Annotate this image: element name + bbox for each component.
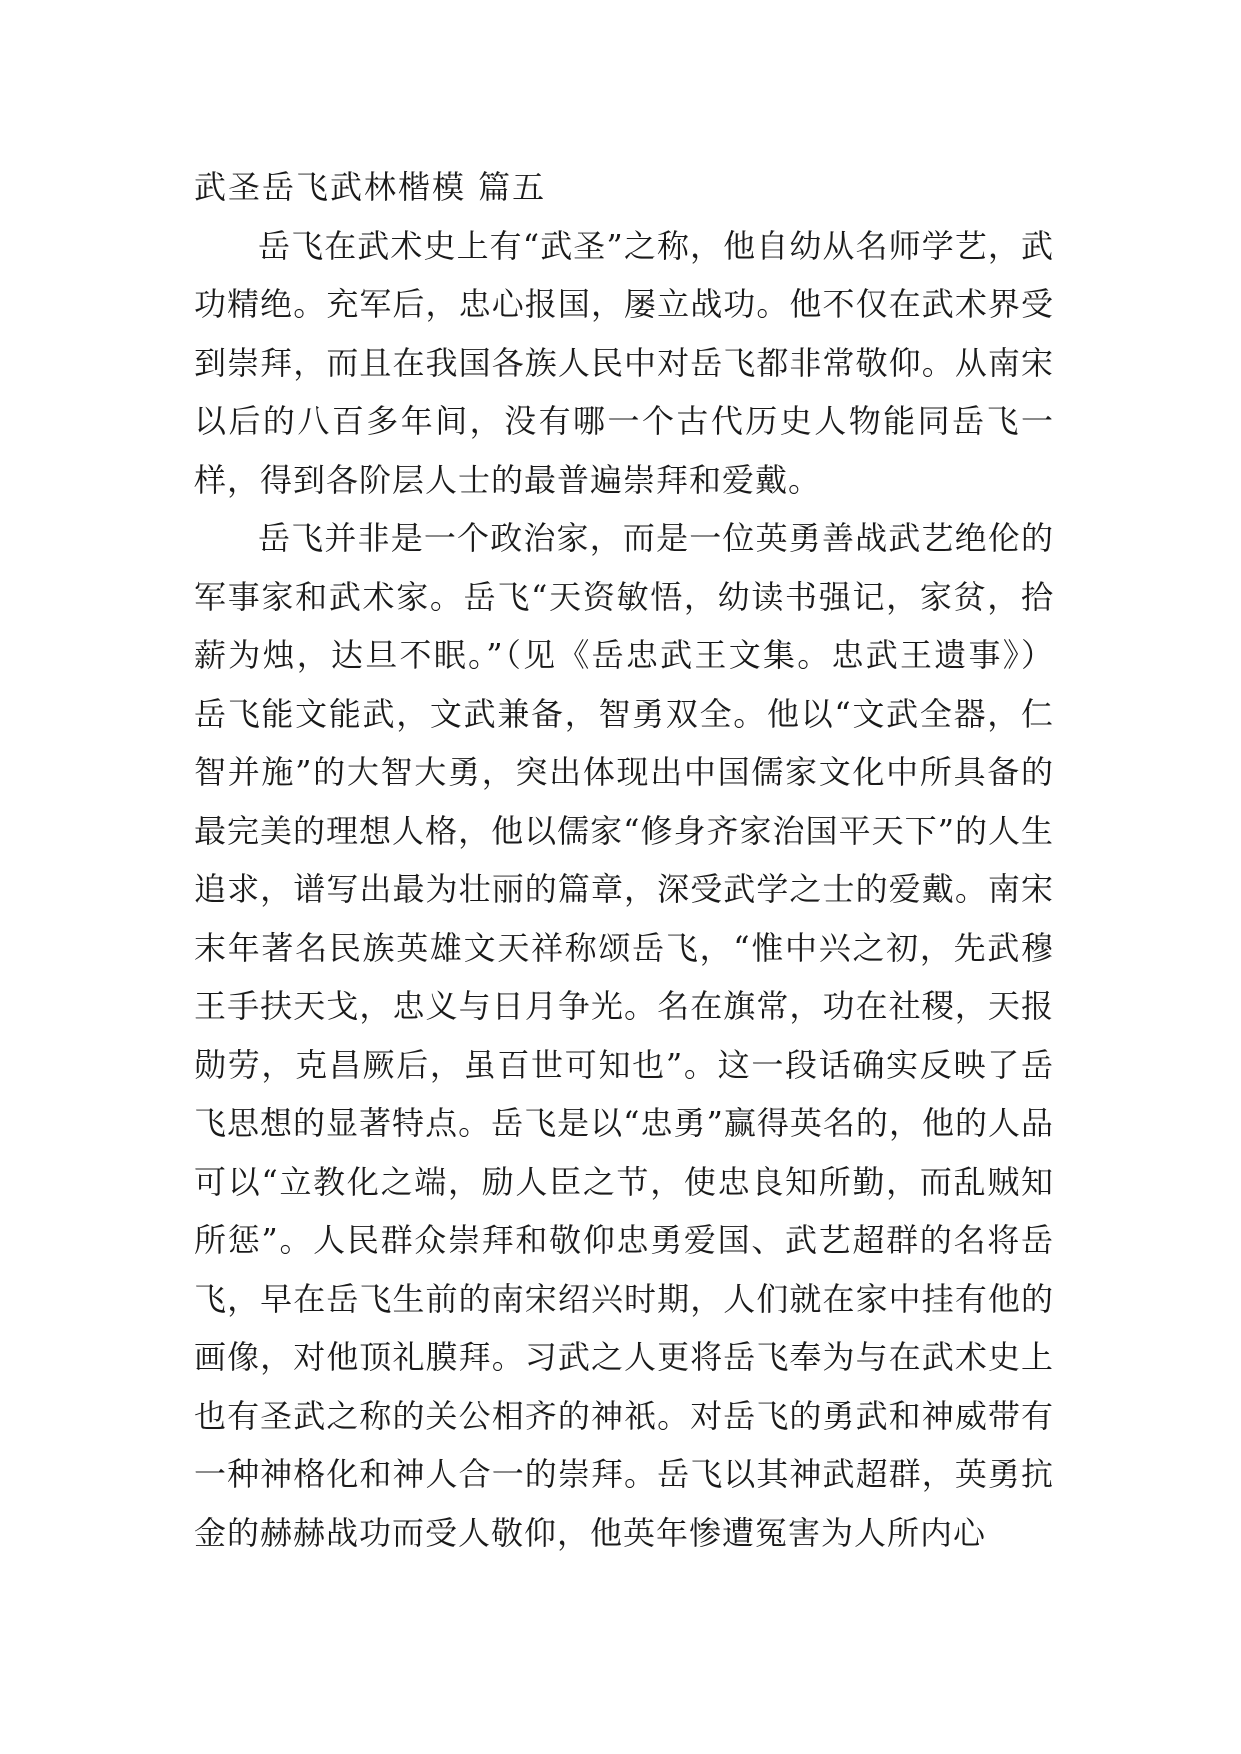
- document-title: 武圣岳飞武林楷模 篇五: [194, 168, 547, 206]
- paragraph-2: 岳飞并非是一个政治家，而是一位英勇善战武艺绝伦的军事家和武术家。岳飞“天资敏悟，幼读书强记，家贫，拾薪为烛，达旦不眠。”（见《岳忠武王文集。忠武王遗事》）岳飞能文能武，文武兼备，智勇双全。他以“文武全器，仁智并施”的大智大勇，突出体现出中国儒家文化中所具备的最完美的理想人格，他以儒家“修身齐家治国平天下”的人生追求，谱写出最为壮丽的篇章，深受武学之士的爱戴。南宋末年著名民族英雄文天祥称颂岳飞，“惟中兴之初，先武穆王手扶天戈，忠义与日月争光。名在旗常，功在社稷，天报勋劳，克昌厥后，虽百世可知也”。这一段话确实反映了岳飞思想的显著特点。岳飞是以“忠勇”赢得英名的，他的人品可以“立教化之端，励人臣之节，使忠良知所勤，而乱贼知所惩”。人民群众崇拜和敬仰忠勇爱国、武艺超群的名将岳飞，早在岳飞生前的南宋绍兴时期，人们就在家中挂有他的画像，对他顶礼膜拜。习武之人更将岳飞奉为与在武术史上也有圣武之称的关公相齐的神祇。对岳飞的勇武和神威带有一种神格化和神人合一的崇拜。岳飞以其神武超群，英勇抗金的赫赫战功而受人敬仰，他英年惨遭冤害为人所内心: [194, 519, 1054, 1552]
- document-body: [194, 158, 1054, 1562]
- paragraph-1: 岳飞在武术史上有“武圣”之称，他自幼从名师学艺，武功精绝。充军后，忠心报国，屡立战功。他不仅在武术界受到崇拜，而且在我国各族人民中对岳飞都非常敬仰。从南宋以后的八百多年间，没有哪一个古代历史人物能同岳飞一样，得到各阶层人士的最普遍崇拜和爱戴。: [194, 226, 1054, 499]
